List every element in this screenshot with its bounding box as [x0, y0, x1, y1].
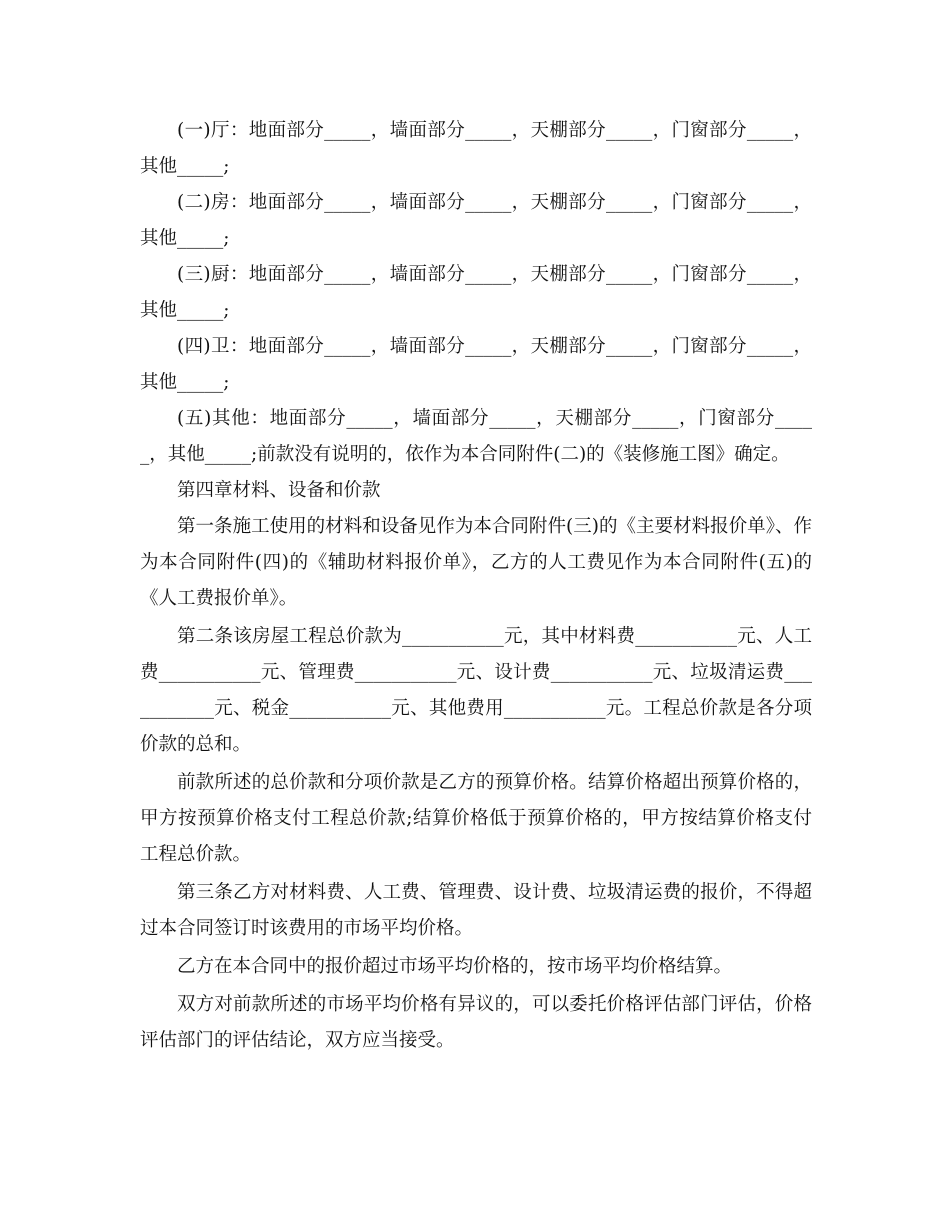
- article-2-note: 前款所述的总价款和分项价款是乙方的预算价格。结算价格超出预算价格的，甲方按预算价格支付工程总价款;结算价格低于预算价格的，甲方按结算价格支付工程总价款。: [140, 772, 812, 865]
- article-1: 第一条施工使用的材料和设备见作为本合同附件(三)的《主要材料报价单》、作为本合同附件(四)的《辅助材料报价单》，乙方的人工费见作为本合同附件(五)的《人工费报价单》。: [140, 516, 812, 609]
- article-3-note-1: 乙方在本合同中的报价超过市场平均价格的，按市场平均价格结算。: [177, 956, 733, 977]
- article-3: 第三条乙方对材料费、人工费、管理费、设计费、垃圾清运费的报价，不得超过本合同签订时该费用的市场平均价格。: [140, 882, 812, 939]
- paragraph-room: (二)房：地面部分_____，墙面部分_____，天棚部分_____，门窗部分_____，其他_____;: [140, 192, 812, 249]
- paragraph-kitchen: (三)厨：地面部分_____，墙面部分_____，天棚部分_____，门窗部分_____，其他_____;: [140, 264, 812, 321]
- paragraph-bathroom: (四)卫：地面部分_____，墙面部分_____，天棚部分_____，门窗部分_____，其他_____;: [140, 336, 812, 393]
- chapter-heading: 第四章材料、设备和价款: [177, 480, 381, 501]
- paragraph-hall: (一)厅：地面部分_____，墙面部分_____，天棚部分_____，门窗部分_____，其他_____;: [140, 120, 812, 177]
- article-3-note-2: 双方对前款所述的市场平均价格有异议的，可以委托价格评估部门评估，价格评估部门的评估结论，双方应当接受。: [140, 994, 812, 1051]
- article-2: 第二条该房屋工程总价款为___________元，其中材料费___________元、人工费___________元、管理费___________元、设计费___________元、垃圾清运费___________元、税金___________元、其他费用___________元。工程总价款是各分项价款的总和。: [140, 626, 812, 755]
- paragraph-other: (五)其他：地面部分_____，墙面部分_____，天棚部分_____，门窗部分_____，其他_____;前款没有说明的，依作为本合同附件(二)的《装修施工图》确定。: [140, 408, 812, 465]
- document-body: [140, 113, 812, 1059]
